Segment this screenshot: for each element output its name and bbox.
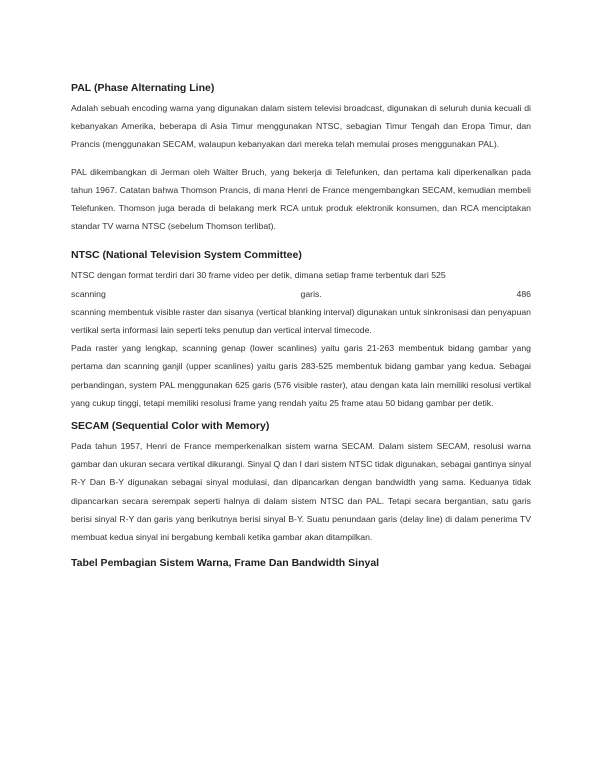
ntsc-paragraph-1-line-1: NTSC dengan format terdiri dari 30 frame video per detik, dimana setiap frame terbentuk dari 525: [71, 270, 446, 281]
table-title: Tabel Pembagian Sistem Warna, Frame Dan Bandwidth Sinyal: [71, 557, 380, 570]
secam-paragraph-1: Pada tahun 1957, Henri de France memperkenalkan sistem warna SECAM. Dalam sistem SECAM, resolusi warna gambar dan ukuran secara vertikal dikurangi. Sinyal Q dan I dari sistem NTSC tidak digunakan, sebagai gantinya sinyal R-Y Dan B-Y digunakan sebagai sinyal modulasi, dan dipancarkan dengan bandwidth yang sama. Keduanya tidak dipancarkan secara serempak seperti halnya di dalam sistem NTSC dan PAL. Tetapi secara bergantian, satu garis berisi sinyal R-Y dan garis yang berikutnya berisi sinyal B-Y. Suatu penundaan garis (delay line) di dalam penerima TV membuat kedua sinyal ini bergabung kembali ketika gambar akan ditampilkan.: [71, 441, 531, 543]
ntsc-word-scanning: scanning: [71, 288, 106, 299]
pal-paragraph-2: PAL dikembangkan di Jerman oleh Walter Bruch, yang bekerja di Telefunken, dan pertama kali diperkenalkan pada tahun 1967. Catatan bahwa Thomson Prancis, di mana Henri de France mengembangkan SECAM, kemudian membeli Telefunken. Thomson juga berada di belakang merk RCA untuk produk elektronik konsumen, dan RCA menciptakan standar TV warna NTSC (sebelum Thomson terlibat).: [71, 166, 531, 232]
pal-heading: PAL (Phase Alternating Line): [71, 82, 215, 94]
ntsc-paragraph-1-rest: scanning membentuk visible raster dan sisanya (vertical blanking interval) digunakan untuk sinkronisasi dan penyapuan vertikal serta informasi lain seperti teks penutup dan vertical interval timecode.: [71, 306, 531, 336]
secam-heading: SECAM (Sequential Color with Memory): [71, 420, 270, 433]
ntsc-paragraph-1-line-2: [71, 285, 531, 303]
pal-paragraph-1: Adalah sebuah encoding warna yang digunakan dalam sistem televisi broadcast, digunakan di seluruh dunia kecuali di kebanyakan Amerika, beberapa di Asia Timur menggunakan NTSC, sebagian Timur Tengah dan Eropa Timur, dan Prancis (menggunakan SECAM, walaupun kebanyakan dari mereka telah memulai proses menggunakan PAL).: [71, 103, 531, 150]
ntsc-paragraph-1: [71, 266, 531, 339]
ntsc-number-486: 486: [516, 288, 531, 299]
ntsc-word-garis: garis.: [300, 288, 322, 299]
ntsc-heading: NTSC (National Television System Committee): [71, 249, 302, 262]
document-page: [71, 80, 531, 574]
ntsc-paragraph-2: Pada raster yang lengkap, scanning genap (lower scanlines) yaitu garis 21-263 membentuk bidang gambar yang pertama dan scanning ganjil (upper scanlines) yaitu garis 283-525 membentuk bidang gambar yang kedua. Sebagai perbandingan, system PAL menggunakan 625 garis (576 visible raster), atau dengan kata lain memiliki resolusi vertikal yang cukup tinggi, tetapi memiliki resolusi frame yang rendah yaitu 25 frame atau 50 bidang gambar per detik.: [71, 343, 531, 408]
